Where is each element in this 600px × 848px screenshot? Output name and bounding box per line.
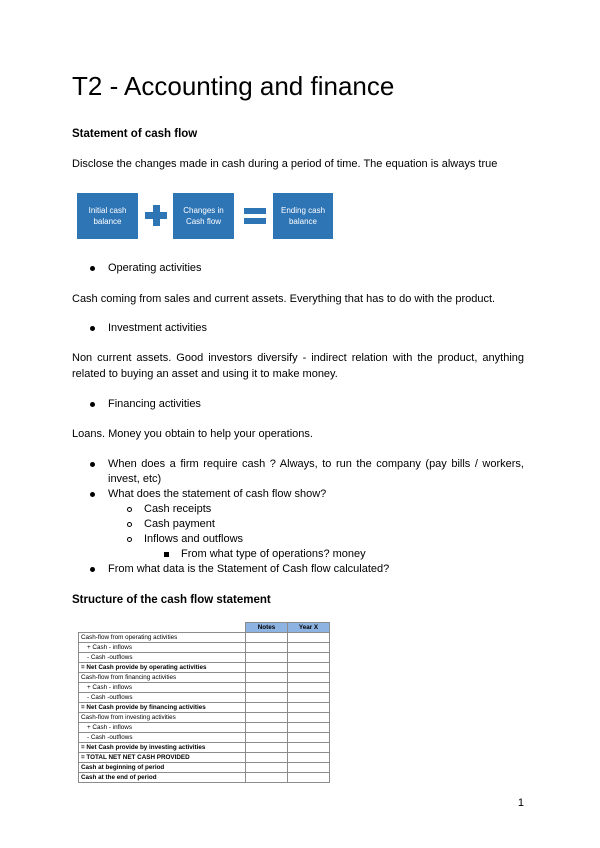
table-header-blank [79,623,246,633]
list-subitem: Cash receipts [144,503,212,515]
bullet-dot [90,567,95,572]
bullet-operating: Operating activities [108,262,202,274]
list-subitem: Cash payment [144,518,215,530]
table-cell: = Net Cash provide by investing activities [79,743,246,753]
bullet-dot [90,402,95,407]
table-row [79,743,330,753]
table-row [79,653,330,663]
list-item-q2: What does the statement of cash flow show? [108,488,327,500]
list-item-q3: From what data is the Statement of Cash flow calculated? [108,563,390,575]
initial-cash-box: Initial cash balance [77,193,138,239]
bullet-circle [127,522,132,527]
list-subsubitem: From what type of operations? money [181,548,366,560]
table-row [79,723,330,733]
table-row [79,693,330,703]
table-cell: - Cash -outflows [79,653,246,663]
table-header-year: Year X [288,623,330,633]
bullet-circle [127,537,132,542]
table-row [79,683,330,693]
table-cell: Cash-flow from investing activities [79,713,246,723]
cash-flow-structure-table [78,622,330,783]
bullet-square [164,552,169,557]
table-cell: Cash at the end of period [79,773,246,783]
bullet-dot [90,492,95,497]
equals-icon-bottom [244,218,266,224]
section-heading-cash-flow: Statement of cash flow [72,128,198,140]
ending-cash-box: Ending cash balance [273,193,333,239]
table-cell: Cash at beginning of period [79,763,246,773]
cash-equation-diagram [77,193,333,239]
section-heading-structure: Structure of the cash flow statement [72,594,271,606]
table-cell: + Cash - inflows [79,643,246,653]
list-subitem: Inflows and outflows [144,533,244,545]
bullet-financing: Financing activities [108,398,201,410]
table-header-row [79,623,330,633]
table-cell: = Net Cash provide by financing activities [79,703,246,713]
bullet-dot [90,462,95,467]
table-cell: + Cash - inflows [79,723,246,733]
table-cell: Cash-flow from financing activities [79,673,246,683]
bullet-circle [127,507,132,512]
table-row [79,753,330,763]
changes-cash-flow-box: Changes in Cash flow [173,193,234,239]
table-cell: Cash-flow from operating activities [79,633,246,643]
table-row [79,673,330,683]
table-row [79,643,330,653]
table-cell: - Cash -outflows [79,693,246,703]
bullet-dot [90,326,95,331]
table-row [79,663,330,673]
table-row [79,763,330,773]
table-row [79,773,330,783]
plus-icon-vertical [153,205,160,226]
bullet-dot [90,266,95,271]
table-cell: - Cash -outflows [79,733,246,743]
table-cell: = Net Cash provide by operating activities [79,663,246,673]
table-row [79,733,330,743]
list-item-q1: When does a firm require cash ? Always, to run the company (pay bills / workers, invest, etc) [108,458,524,485]
table-cell: = TOTAL NET NET CASH PROVIDED [79,753,246,763]
equals-icon-top [244,208,266,214]
page-title: T2 - Accounting and finance [72,71,395,101]
table-cell: + Cash - inflows [79,683,246,693]
bullet-investment: Investment activities [108,322,208,334]
paragraph-financing: Loans. Money you obtain to help your operations. [72,428,313,440]
paragraph-operating: Cash coming from sales and current assets. Everything that has to do with the product. [72,293,496,305]
table-row [79,703,330,713]
table-row [79,713,330,723]
table-row [79,633,330,643]
intro-paragraph: Disclose the changes made in cash during a period of time. The equation is always true [72,158,498,170]
paragraph-investment: Non current assets. Good investors diversify - indirect relation with the product, anything related to buying an asset and using it to make money. [72,352,524,380]
table-header-notes: Notes [246,623,288,633]
page-number: 1 [517,797,524,809]
